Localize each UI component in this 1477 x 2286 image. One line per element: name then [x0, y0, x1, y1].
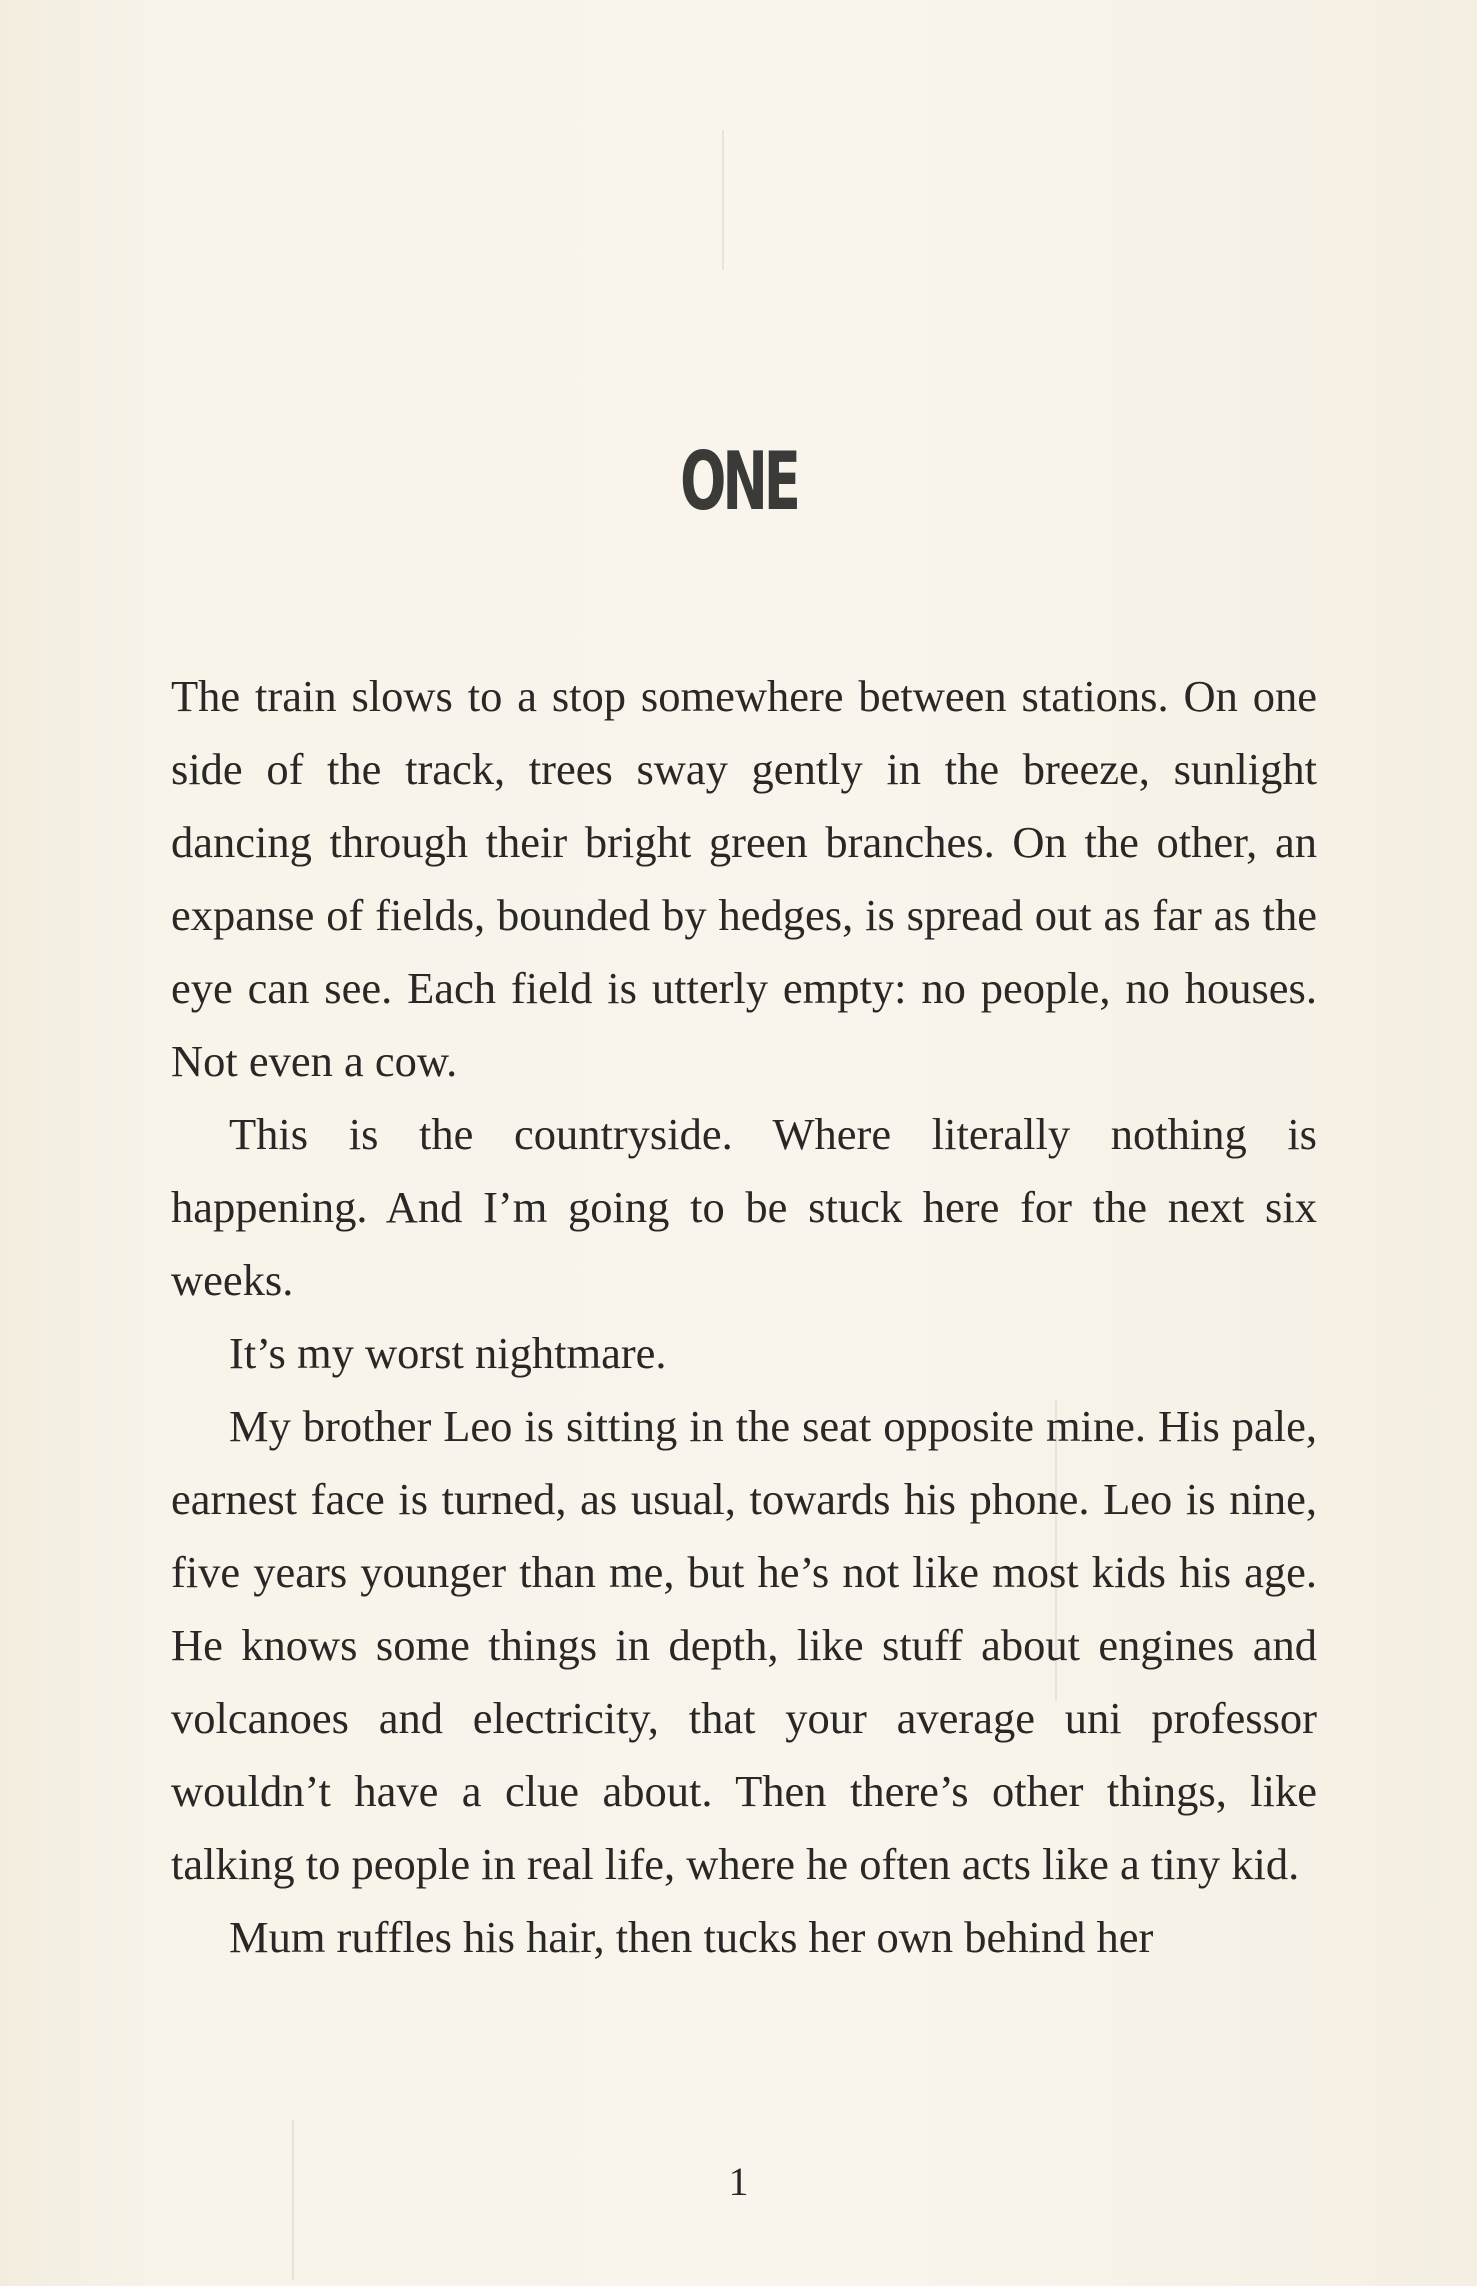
chapter-title: ONE [680, 434, 797, 528]
show-through-mark [722, 130, 724, 270]
paragraph-4: My brother Leo is sitting in the seat opposite mine. His pale, earnest face is turned, as usual, towards his phone. Leo is nine, five years younger than me, but he’s not like most kids his age. He knows some things in depth, like stuff about engines and volcanoes and electricity, that your average uni professor wouldn’t have a clue about. Then there’s other things, like talking to people in real life, where he often acts like a tiny kid. [171, 1401, 1317, 1889]
paragraph-1: The train slows to a stop somewhere between stations. On one side of the track, trees sway gently in the breeze, sunlight dancing through their bright green branches. On the other, an expanse of fields, bounded by hedges, is spread out as far as the eye can see. Each field is utterly empty: no people, no houses. Not even a cow. [171, 671, 1317, 1086]
paragraph-5: Mum ruffles his hair, then tucks her own behind her [229, 1912, 1154, 1962]
chapter-body [171, 660, 1317, 1974]
paragraph-2: This is the countryside. Where literally nothing is happening. And I’m going to be stuck here for the next six weeks. [171, 1109, 1317, 1305]
page-number: 1 [728, 2159, 749, 2204]
paragraph-3: It’s my worst nightmare. [229, 1328, 667, 1378]
